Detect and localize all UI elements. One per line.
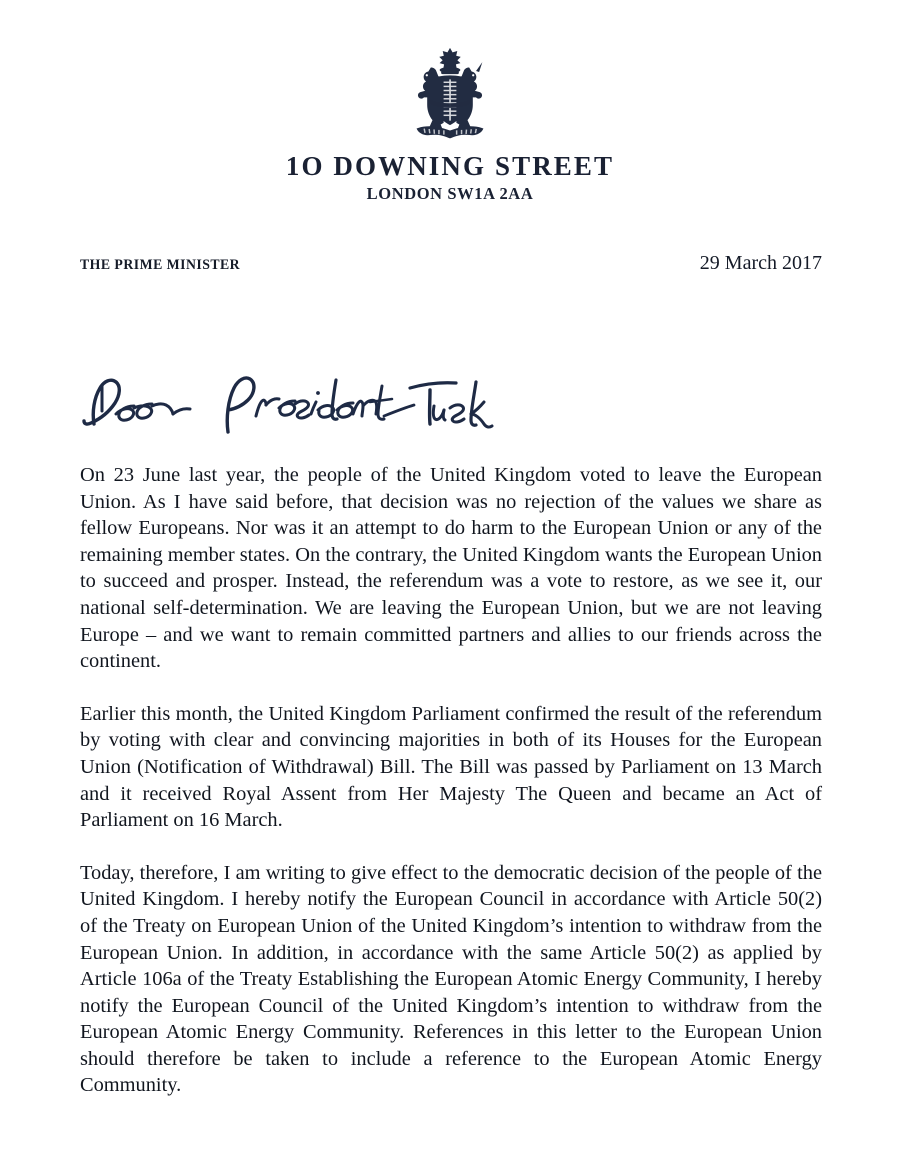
sender-label: THE PRIME MINISTER xyxy=(80,257,241,273)
handwriting-ink xyxy=(78,362,548,440)
body-paragraph: Today, therefore, I am writing to give effect to the democratic decision of the people of the United Kingdom. I hereby notify the European Council in accordance with Article 50(2) of the Treaty on European Union of the United Kingdom’s intention to withdraw from the European Union. In addition, in accordance with the same Article 50(2) as applied by Article 106a of the Treaty Establishing the European Atomic Energy Community, I hereby notify the European Council of the United Kingdom’s intention to withdraw from the European Atomic Energy Community. References in this letter to the European Union should therefore be taken to include a reference to the European Atomic Energy Community. xyxy=(80,861,822,1097)
letter-body xyxy=(80,462,822,1099)
letter-header-row xyxy=(80,252,822,275)
handwritten-salutation xyxy=(78,362,548,440)
uk-royal-coat-of-arms-icon xyxy=(391,42,509,160)
body-paragraph: Earlier this month, the United Kingdom Parliament confirmed the result of the referendum by voting with clear and convincing majorities in both of its Houses for the European Union (Notification of Withdrawal) Bill. The Bill was passed by Parliament on 13 March and it received Royal Assent from Her Majesty The Queen and became an Act of Parliament on 16 March. xyxy=(80,702,822,832)
letter-date: 29 March 2017 xyxy=(699,252,822,274)
letterhead-address: LONDON SW1A 2AA xyxy=(366,184,534,204)
crest-container xyxy=(0,42,900,160)
body-paragraph: On 23 June last year, the people of the United Kingdom voted to leave the European Union. As I have said before, that decision was no rejection of the values we share as fellow Europeans. Nor was it an attempt to do harm to the European Union or any of the remaining member states. On the contrary, the United Kingdom wants the European Union to succeed and prosper. Instead, the referendum was a vote to restore, as we see it, our national self-determination. We are leaving the European Union, but we are not leaving Europe – and we want to remain committed partners and allies to our friends across the continent. xyxy=(80,464,822,673)
letterhead xyxy=(0,152,900,204)
letterhead-title: 1O DOWNING STREET xyxy=(285,151,615,181)
